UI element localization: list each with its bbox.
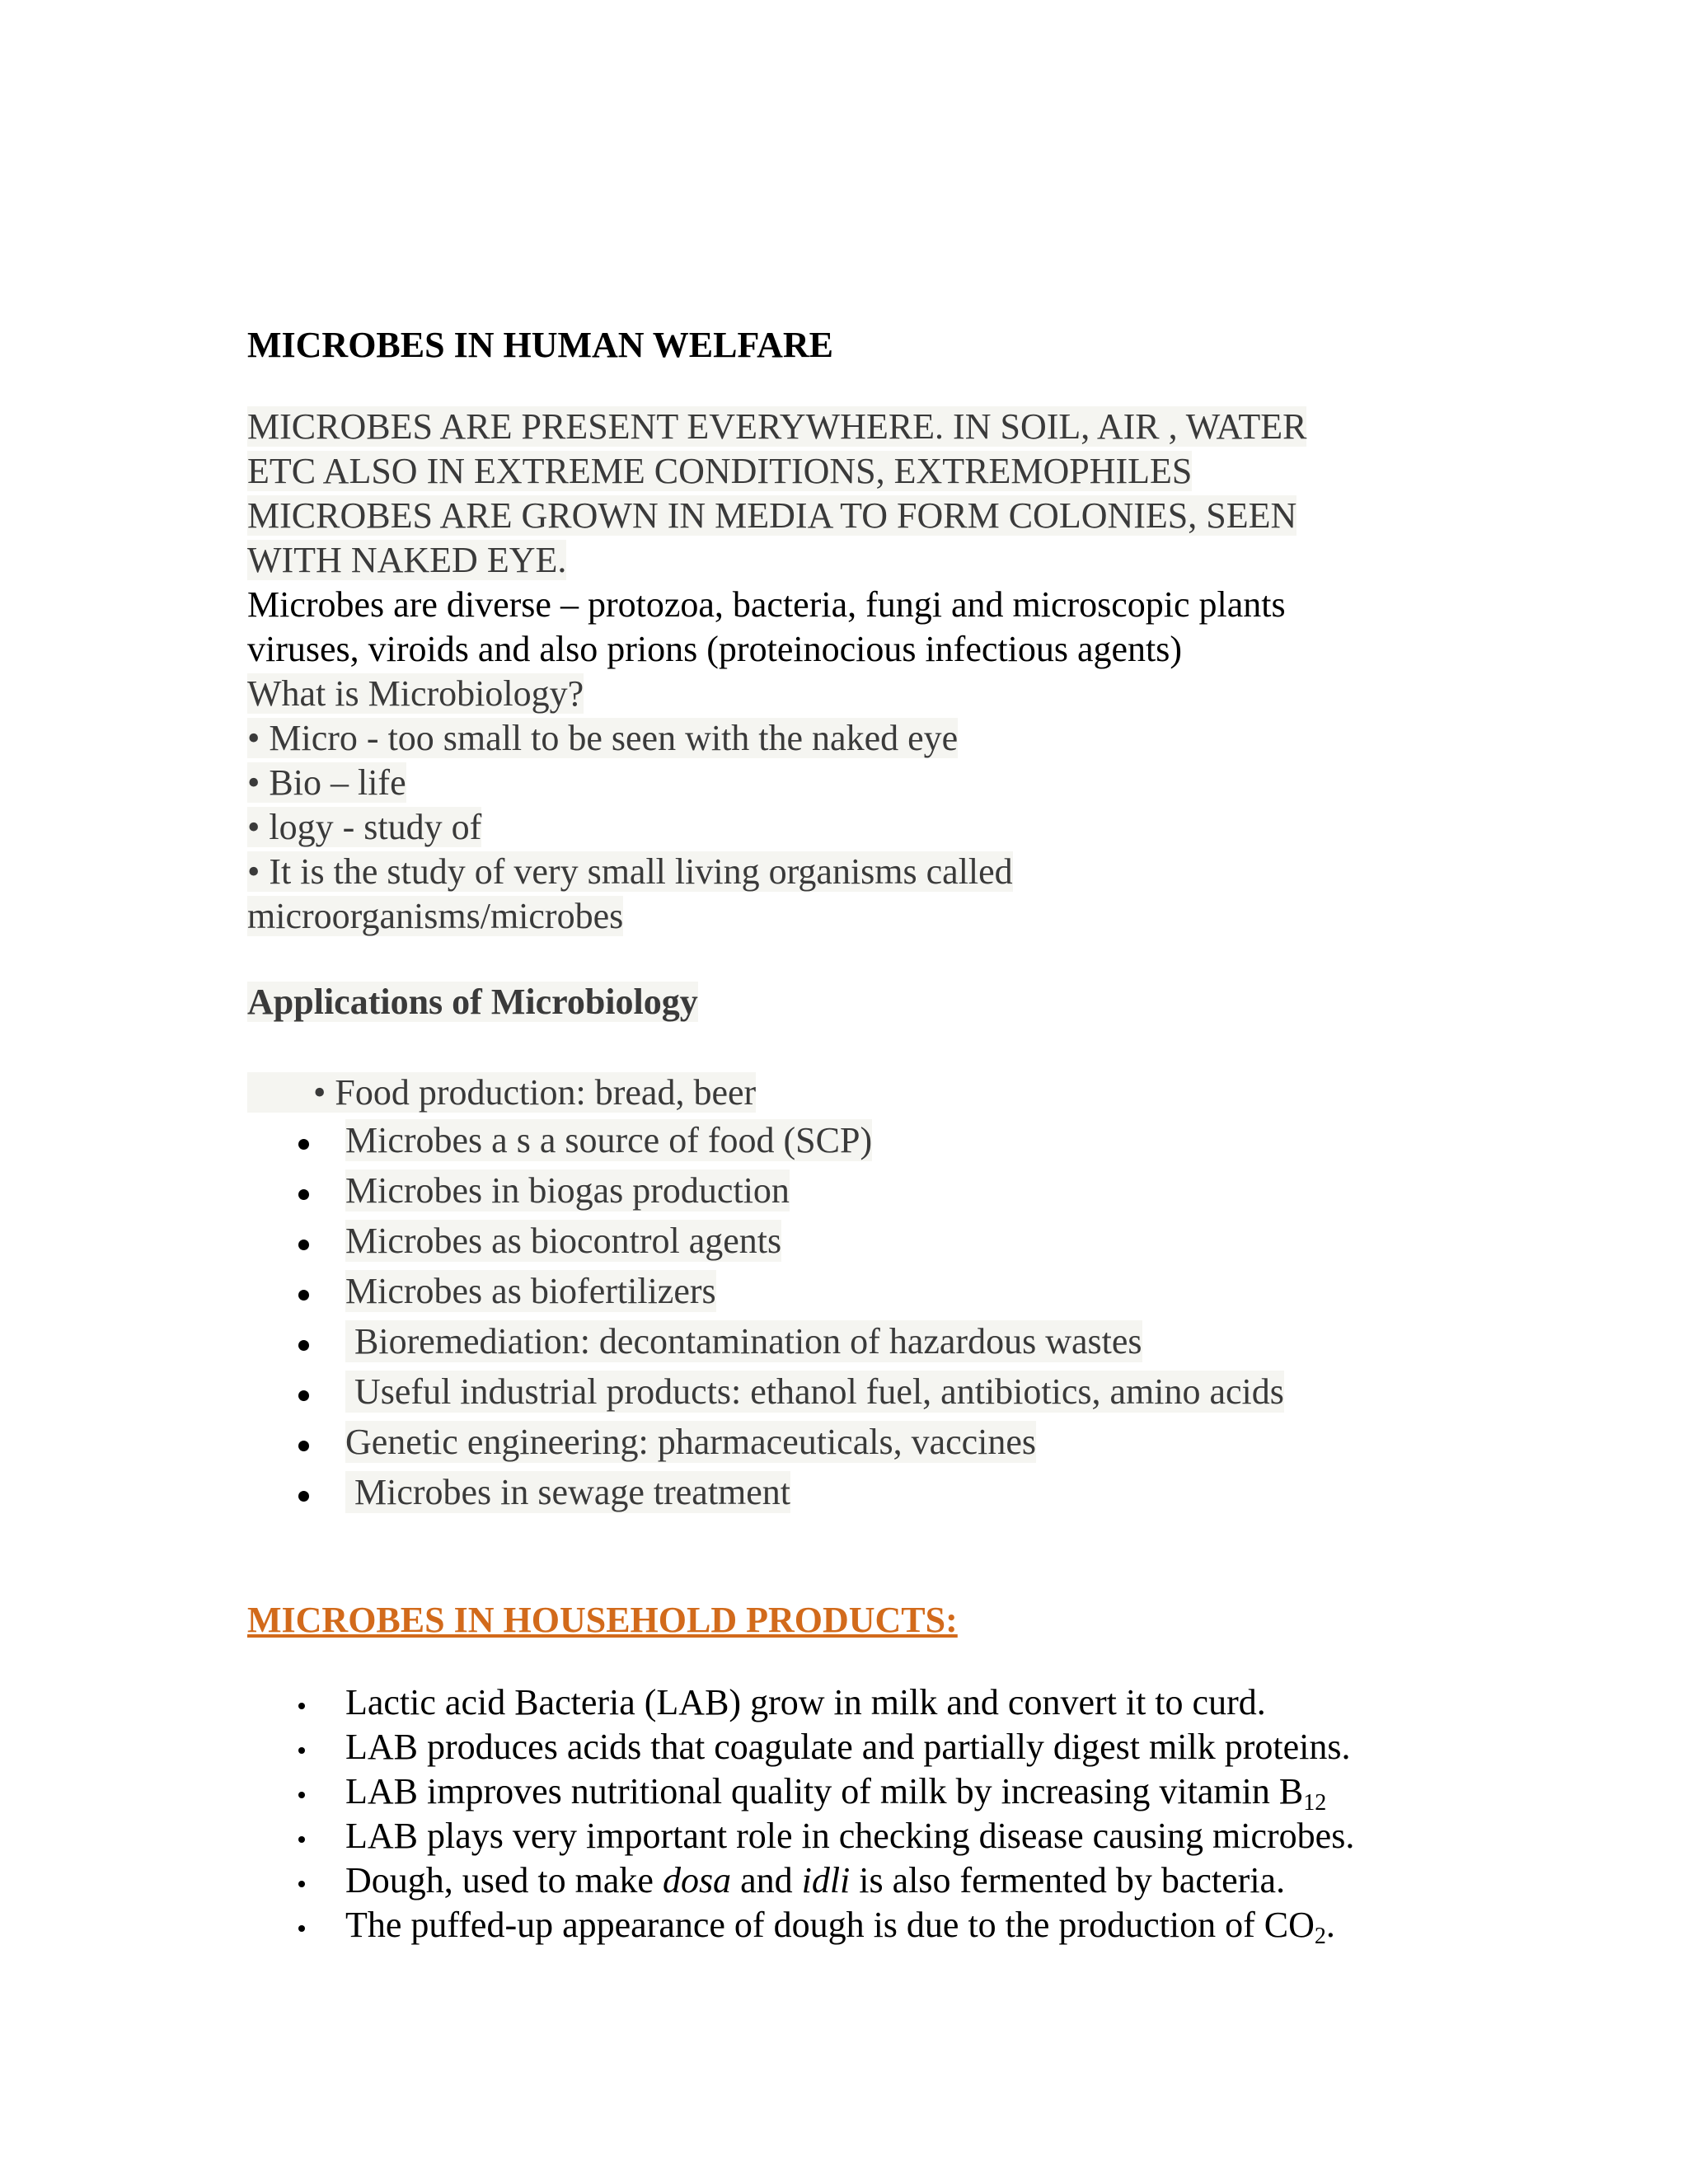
bullet-icon <box>298 1792 305 1798</box>
intro-paragraph <box>247 405 1306 583</box>
household-heading: MICROBES IN HOUSEHOLD PRODUCTS: <box>247 1600 958 1640</box>
bullet-icon <box>298 1240 309 1250</box>
applications-heading: Applications of Microbiology <box>247 982 698 1022</box>
italic-term: idli <box>801 1860 851 1900</box>
bullet-icon <box>298 1290 309 1301</box>
bullet-icon <box>298 1139 309 1150</box>
food-production-item: • Food production: bread, beer <box>247 1071 756 1113</box>
definition-line: • It is the study of very small living organisms called <box>247 851 1013 892</box>
bullet-icon <box>298 1703 305 1709</box>
intro-line: MICROBES ARE GROWN IN MEDIA TO FORM COLONIES, SEEN <box>247 495 1297 536</box>
intro-line: WITH NAKED EYE. <box>247 540 567 580</box>
definition-line: • logy - study of <box>247 807 482 847</box>
subscript: 12 <box>1303 1790 1327 1816</box>
diversity-line: Microbes are diverse – protozoa, bacteria, fungi and microscopic plants <box>247 584 1286 625</box>
definition-line: microorganisms/microbes <box>247 896 624 936</box>
intro-line: MICROBES ARE PRESENT EVERYWHERE. IN SOIL, AIR , WATER <box>247 406 1307 447</box>
diversity-paragraph <box>247 583 1286 672</box>
bullet-icon <box>298 1491 309 1502</box>
subscript: 2 <box>1314 1924 1326 1949</box>
bullet-icon <box>298 1441 309 1451</box>
bullet-icon <box>298 1340 309 1351</box>
bullet-icon <box>298 1881 305 1887</box>
bullet-icon <box>298 1189 309 1200</box>
definition-line: • Bio – life <box>247 762 406 803</box>
definition-question: What is Microbiology? <box>247 673 584 714</box>
bullet-icon <box>298 1836 305 1843</box>
diversity-line: viruses, viroids and also prions (proteinocious infectious agents) <box>247 629 1183 669</box>
italic-term: dosa <box>662 1860 732 1900</box>
intro-line: ETC ALSO IN EXTREME CONDITIONS, EXTREMOPHILES <box>247 451 1193 491</box>
document-title: MICROBES IN HUMAN WELFARE <box>247 325 833 365</box>
definition-line: • Micro - too small to be seen with the naked eye <box>247 718 959 758</box>
microbiology-definition <box>247 672 1013 939</box>
bullet-icon <box>298 1390 309 1401</box>
bullet-icon <box>298 1925 305 1932</box>
bullet-icon <box>298 1747 305 1754</box>
